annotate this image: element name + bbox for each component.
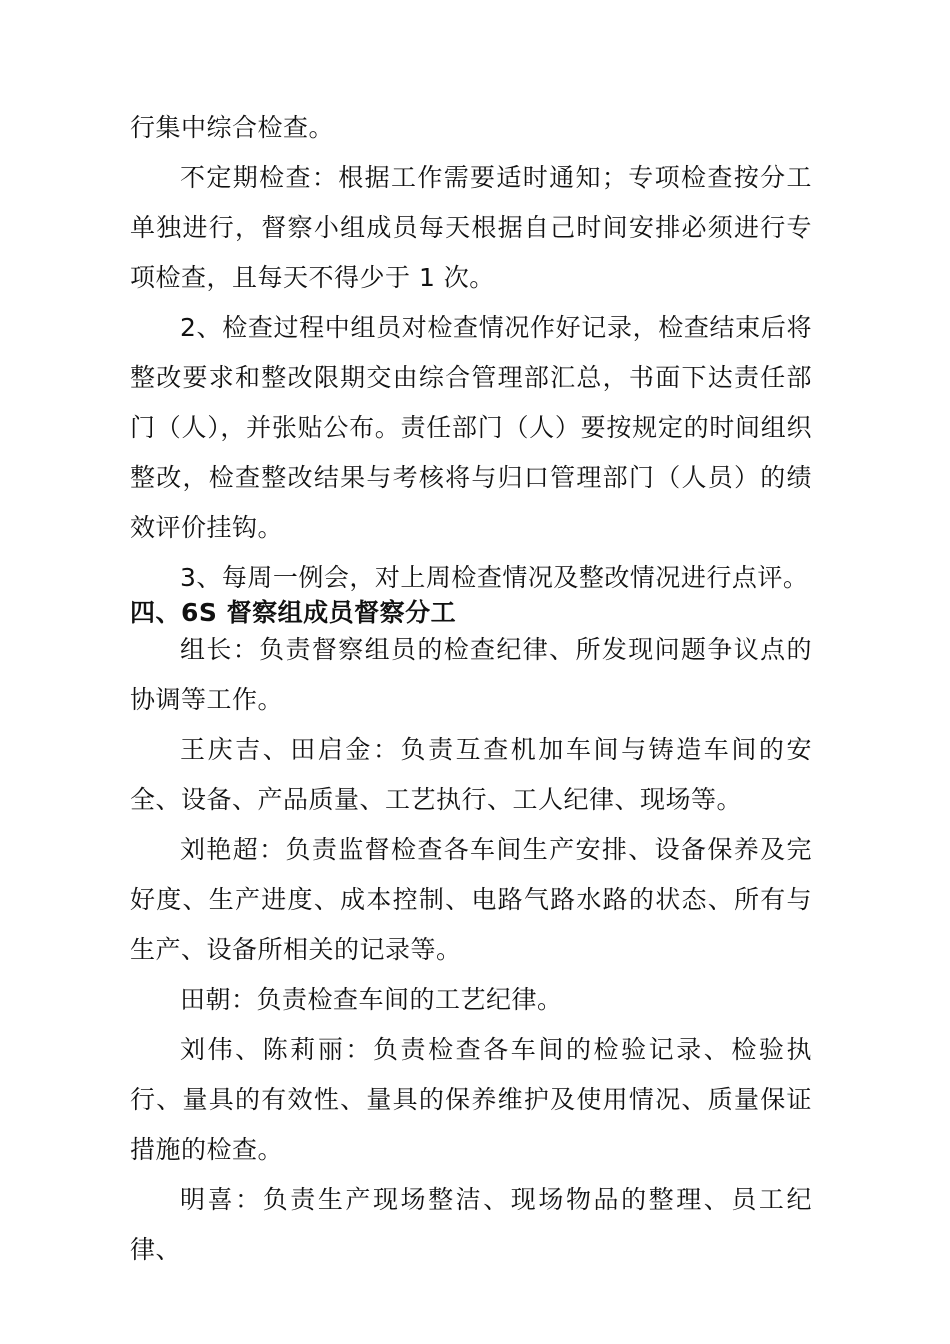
duty-paragraph-ming-xi: 明喜：负责生产现场整洁、现场物品的整理、员工纪律、 [130,1185,812,1264]
duty-paragraph-liu-chen: 刘伟、陈莉丽：负责检查各车间的检验记录、检验执行、量具的有效性、量具的保养维护及使用情况、质量保证措施的检查。 [130,1035,812,1164]
duty-paragraph-wang-tian: 王庆吉、田启金：负责互查机加车间与铸造车间的安全、设备、产品质量、工艺执行、工人纪律、现场等。 [130,735,812,814]
paragraph-continuation: 行集中综合检查。 [130,113,335,142]
duty-paragraph-leader: 组长：负责督察组员的检查纪律、所发现问题争议点的协调等工作。 [130,635,812,714]
duty-paragraph-liu-yanchao: 刘艳超：负责监督检查各车间生产安排、设备保养及完好度、生产进度、成本控制、电路气路水路的状态、所有与生产、设备所相关的记录等。 [130,835,812,964]
paragraph-irregular-inspection: 不定期检查：根据工作需要适时通知；专项检查按分工单独进行，督察小组成员每天根据自己时间安排必须进行专项检查，且每天不得少于 1 次。 [130,163,812,292]
document-body [130,103,812,1275]
section-heading: 四、6S 督察组成员督察分工 [130,598,457,627]
paragraph-weekly-meeting: 3、每周一例会，对上周检查情况及整改情况进行点评。 [180,563,809,592]
paragraph-inspection-records: 2、检查过程中组员对检查情况作好记录，检查结束后将整改要求和整改限期交由综合管理部汇总，书面下达责任部门（人），并张贴公布。责任部门（人）要按规定的时间组织整改，检查整改结果与考核将与归口管理部门（人员）的绩效评价挂钩。 [130,313,812,542]
duty-paragraph-tian-chao: 田朝：负责检查车间的工艺纪律。 [180,985,563,1014]
